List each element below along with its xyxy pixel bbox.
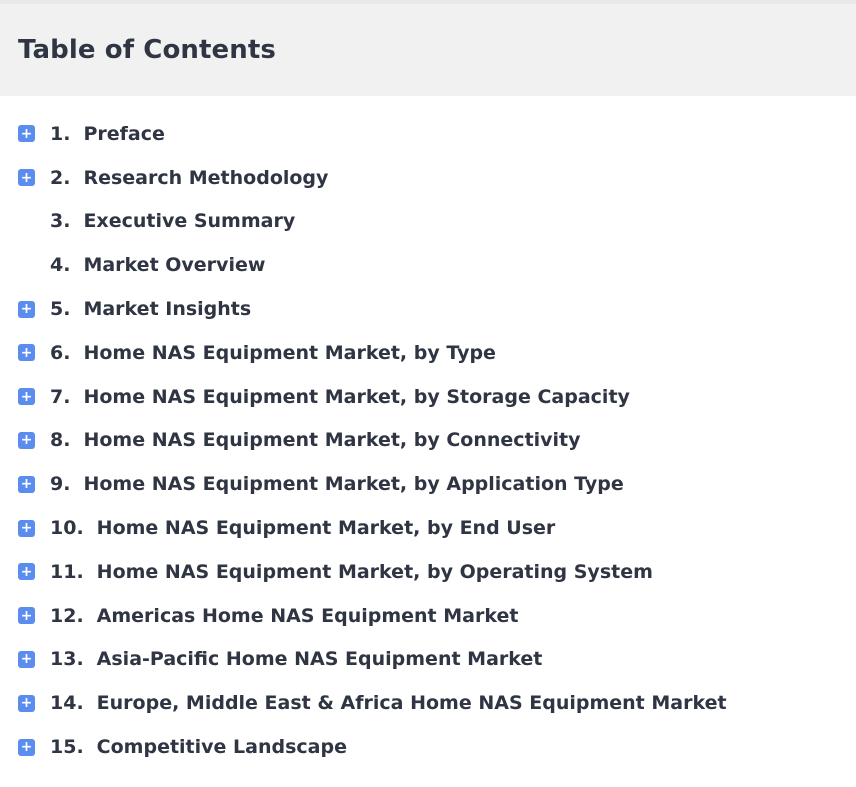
toc-item-label[interactable]: Asia-Pacific Home NAS Equipment Market bbox=[96, 648, 543, 671]
toc-item-label[interactable]: Research Methodology bbox=[83, 166, 329, 189]
toc-item-number: 14. bbox=[50, 692, 84, 715]
toc-item[interactable] bbox=[0, 331, 856, 375]
toc-item-number: 2. bbox=[50, 166, 71, 189]
toc-item-number: 8. bbox=[50, 429, 71, 452]
expand-plus-icon[interactable]: + bbox=[18, 651, 35, 668]
toc-item-label[interactable]: Executive Summary bbox=[83, 210, 296, 233]
toc-item-label[interactable]: Home NAS Equipment Market, by Storage Capacity bbox=[83, 385, 630, 408]
toc-title: Table of Contents bbox=[18, 35, 276, 65]
expand-plus-icon[interactable]: + bbox=[18, 563, 35, 580]
toc-item-label[interactable]: Home NAS Equipment Market, by Type bbox=[83, 341, 496, 364]
toc-item[interactable] bbox=[0, 156, 856, 200]
toc-item-number: 10. bbox=[50, 517, 84, 540]
toc-item-number: 15. bbox=[50, 736, 84, 759]
toc-item-number: 5. bbox=[50, 298, 71, 321]
expand-plus-icon[interactable]: + bbox=[18, 432, 35, 449]
expand-plus-icon[interactable]: + bbox=[18, 607, 35, 624]
toc-item[interactable] bbox=[0, 200, 856, 244]
toc-item[interactable] bbox=[0, 462, 856, 506]
toc-item-label[interactable]: Preface bbox=[83, 122, 165, 145]
toc-item[interactable] bbox=[0, 506, 856, 550]
toc-item-number: 13. bbox=[50, 648, 84, 671]
toc-item[interactable] bbox=[0, 681, 856, 725]
expand-plus-icon[interactable]: + bbox=[18, 739, 35, 756]
toc-item-label[interactable]: Market Overview bbox=[83, 254, 266, 277]
toc-item[interactable] bbox=[0, 550, 856, 594]
expand-plus-icon[interactable]: + bbox=[18, 169, 35, 186]
expand-plus-icon[interactable]: + bbox=[18, 125, 35, 142]
toc-item-number: 3. bbox=[50, 210, 71, 233]
toc-item-label[interactable]: Market Insights bbox=[83, 298, 252, 321]
toc-item-label[interactable]: Europe, Middle East & Africa Home NAS Equipment Market bbox=[96, 692, 727, 715]
toc-item-label[interactable]: Home NAS Equipment Market, by Connectivity bbox=[83, 429, 581, 452]
toc-item-number: 12. bbox=[50, 604, 84, 627]
toc-item[interactable] bbox=[0, 725, 856, 769]
toc-item[interactable] bbox=[0, 287, 856, 331]
toc-item-number: 6. bbox=[50, 341, 71, 364]
expand-plus-icon[interactable]: + bbox=[18, 344, 35, 361]
toc-item-label[interactable]: Home NAS Equipment Market, by End User bbox=[96, 517, 556, 540]
toc-item-number: 9. bbox=[50, 473, 71, 496]
toc-header bbox=[0, 4, 856, 96]
toc-item[interactable] bbox=[0, 638, 856, 682]
toc-item[interactable] bbox=[0, 419, 856, 463]
toc-item[interactable] bbox=[0, 594, 856, 638]
toc-item-number: 4. bbox=[50, 254, 71, 277]
expand-plus-icon[interactable]: + bbox=[18, 520, 35, 537]
toc-item[interactable] bbox=[0, 375, 856, 419]
toc-item[interactable] bbox=[0, 112, 856, 156]
toc-item-label[interactable]: Competitive Landscape bbox=[96, 736, 347, 759]
toc-item-number: 1. bbox=[50, 122, 71, 145]
toc-list bbox=[0, 112, 856, 769]
toc-item-label[interactable]: Home NAS Equipment Market, by Application Type bbox=[83, 473, 624, 496]
toc-item-number: 7. bbox=[50, 385, 71, 408]
toc-item-label[interactable]: Home NAS Equipment Market, by Operating System bbox=[96, 560, 653, 583]
toc-item[interactable] bbox=[0, 243, 856, 287]
expand-plus-icon[interactable]: + bbox=[18, 388, 35, 405]
expand-plus-icon[interactable]: + bbox=[18, 301, 35, 318]
toc-item-number: 11. bbox=[50, 560, 84, 583]
expand-plus-icon[interactable]: + bbox=[18, 695, 35, 712]
toc-item-label[interactable]: Americas Home NAS Equipment Market bbox=[96, 604, 519, 627]
expand-plus-icon[interactable]: + bbox=[18, 476, 35, 493]
